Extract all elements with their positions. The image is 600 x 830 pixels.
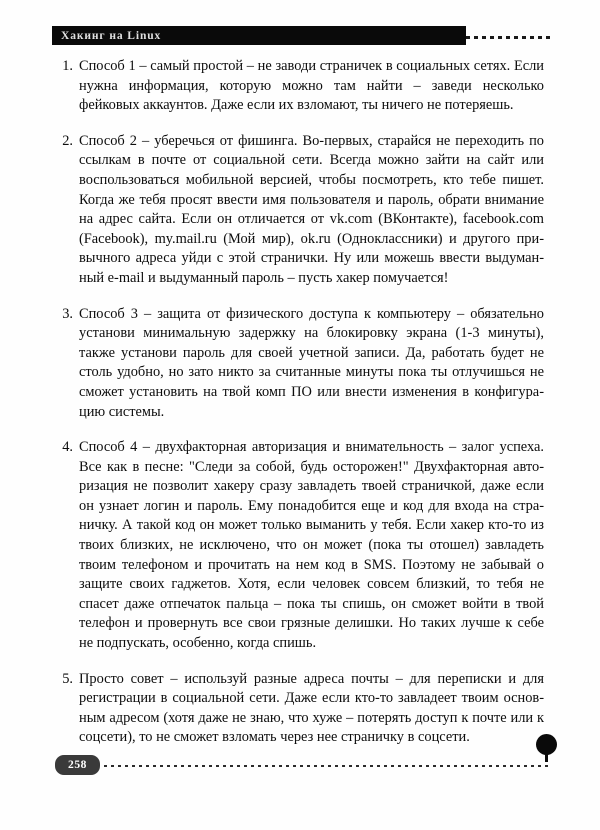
header-title-bar <box>52 26 466 45</box>
list-item <box>57 670 544 748</box>
list-item <box>57 57 544 116</box>
list-item <box>57 305 544 423</box>
balloon-pin-ball <box>536 734 557 755</box>
running-header <box>52 26 554 46</box>
list-item-marker: 3. <box>62 305 73 322</box>
header-dotted-rule <box>466 36 554 39</box>
page-body <box>57 57 544 748</box>
footer-dotted-rule <box>104 765 548 767</box>
list-item-text: Способ 1 – самый простой – не заводи страничек в социальных сетях. Если нужна информация, которую можно там найти – заведи несколько фейковых аккаунтов. Даже если их взломают, ты ничего не потеряешь. <box>79 58 544 114</box>
list-item-marker: 1. <box>62 58 73 74</box>
page-footer <box>55 755 558 785</box>
list-item-text: Способ 4 – двухфакторная авторизация и внимательность – залог успеха. Все как в песне: "Следи за собой, будь осторожен!" Двухфакторная авто-ризация не позволит хакеру сразу завладеть твоей страничкой, даже если он узнает логин и пароль. Ему понадобится еще и код для входа на стра-ничку. А такой код он может только выманить у тебя. Если хакер кто-то из твоих близких, не исключено, что он может (пока ты отошел) завладеть твоим телефоном и прочитать на нем код в SMS. Поэтому не забывай о защите своих гаджетов. Хотя, если человек совсем близкий, то тебя не спасет даже отпечаток пальца – пока ты спишь, он сможет войти в твой телефон и провернуть все свои грязные делишки. Но таких лучше к себе не подпускать, особенно, когда спишь. <box>79 439 544 652</box>
list-item <box>57 132 544 289</box>
list-item-text: Способ 2 – уберечься от фишинга. Во-первых, старайся не переходить по ссылкам в почте от социальной сети. Всегда можно зайти на сайт или воспользоваться мобильной версией, чтобы посмотреть, кто тебе пишет. Когда же тебя просят ввести имя пользователя и пароль, обрати внимание на адрес сайта. Если он отличается от vk.com (ВКонтакте), facebook.com (Facebook), my.mail.ru (Мой мир), ok.ru (Одноклассники) и другого при-вычного адреса уйди с этой странички. Ну или можешь ввести выдуман-ный e-mail и выдуманный пароль – пусть хакер помучается! <box>79 132 544 286</box>
list-item-text: Способ 3 – защита от физического доступа к компьютеру – обязательно установи минимальную задержку на блокировку экрана (1-3 минуты), также установи пароль для своей учетной записи. Да, работать будет не столь удобно, но зато никто за считанные минуты пока ты отлучишься не сможет установить на твой комп ПО или внести изменения в конфигура-цию системы. <box>79 305 544 420</box>
list-item-marker: 4. <box>62 439 73 456</box>
book-title: Хакинг на Linux <box>61 29 162 42</box>
list-item-text: Просто совет – используй разные адреса почты – для переписки и для регистрации в социальной сети. Даже если кто-то завладеет твоим основ-ным адресом (хотя даже не знаю, что хуже – потерять доступ к почте или к соцсети), то не сможет взломать через нее страничку в соцсети. <box>79 670 544 746</box>
list-item-marker: 2. <box>62 132 73 149</box>
list-item <box>57 438 544 654</box>
list-item-marker: 5. <box>62 670 73 687</box>
page-number-badge: 258 <box>55 755 100 775</box>
balloon-pin-icon <box>536 734 558 766</box>
tips-list <box>57 57 544 748</box>
